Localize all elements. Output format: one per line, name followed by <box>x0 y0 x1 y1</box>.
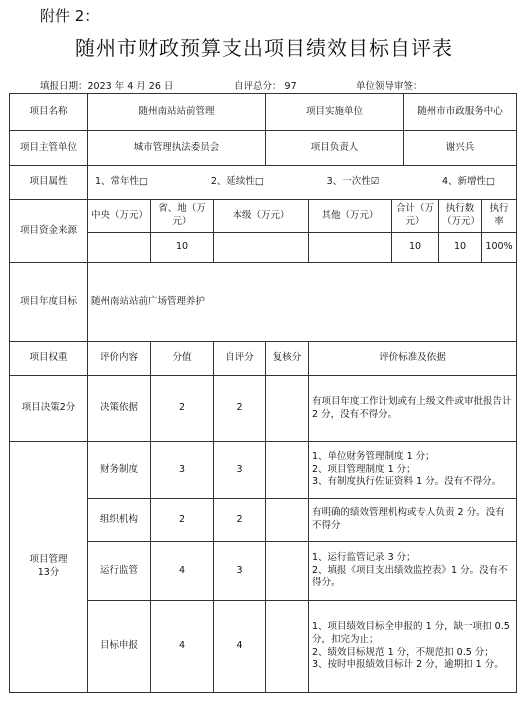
mgmt-self-score: 3 <box>214 442 266 499</box>
decision-recheck <box>266 376 309 442</box>
col-criteria: 评价标准及依据 <box>309 342 517 376</box>
criteria-line: 2、填报《项目支出绩效监控表》1 分。没有不得分。 <box>312 564 508 589</box>
attr-option: 3、一次性☑ <box>326 176 380 188</box>
mgmt-self-score: 3 <box>214 542 266 601</box>
impl-unit: 随州市市政服务中心 <box>404 94 517 131</box>
col-recheck: 复核分 <box>266 342 309 376</box>
mgmt-content: 目标申报 <box>88 601 151 693</box>
col-score: 分值 <box>151 342 214 376</box>
col-self-score: 自评分 <box>214 342 266 376</box>
col-content: 评价内容 <box>88 342 151 376</box>
mgmt-recheck <box>266 542 309 601</box>
attr-options <box>88 166 517 200</box>
funds-value <box>214 233 309 263</box>
col-weight: 项目权重 <box>10 342 88 376</box>
leader: 谢兴兵 <box>404 131 517 166</box>
funds-label: 项目资金来源 <box>10 200 88 263</box>
leader-sign: 单位领导审签： <box>356 81 423 92</box>
mgmt-self-score: 4 <box>214 601 266 693</box>
attr-option: 1、常年性□ <box>95 176 149 188</box>
management-weight <box>10 442 88 693</box>
funds-value <box>88 233 151 263</box>
goal-label: 项目年度目标 <box>10 263 88 342</box>
funds-value: 10 <box>439 233 482 263</box>
funds-header: 执行数（万元） <box>439 200 482 233</box>
management-weight-title: 项目管理 <box>29 554 68 566</box>
criteria-line: 3、有制度执行佐证资料 1 分。没有不得分。 <box>312 476 502 488</box>
funds-header: 合计（万元） <box>392 200 439 233</box>
impl-unit-label: 项目实施单位 <box>266 94 404 131</box>
supervisor-label: 项目主管单位 <box>10 131 88 166</box>
mgmt-content: 运行监管 <box>88 542 151 601</box>
funds-value <box>309 233 392 263</box>
attr-option: 4、新增性□ <box>442 176 496 188</box>
mgmt-recheck <box>266 499 309 542</box>
mgmt-score: 2 <box>151 499 214 542</box>
funds-value: 100% <box>482 233 517 263</box>
mgmt-criteria <box>309 499 517 542</box>
funds-header: 中央（万元） <box>88 200 151 233</box>
mgmt-content: 财务制度 <box>88 442 151 499</box>
decision-self-score: 2 <box>214 376 266 442</box>
attr-label: 项目属性 <box>10 166 88 200</box>
mgmt-recheck <box>266 601 309 693</box>
supervisor: 城市管理执法委员会 <box>88 131 266 166</box>
criteria-line: 2、项目管理制度 1 分； <box>312 463 416 475</box>
project-name: 随州南站站前管理 <box>88 94 266 131</box>
project-name-label: 项目名称 <box>10 94 88 131</box>
criteria-line: 3、按时申报绩效目标计 2 分，逾期扣 1 分。 <box>312 659 504 671</box>
funds-value: 10 <box>151 233 214 263</box>
attachment-label: 附件 2： <box>40 7 100 25</box>
total-score: 自评总分： 97 <box>234 81 297 92</box>
decision-criteria: 有项目年度工作计划或有上级文件或审批报告计 2 分，没有不得分。 <box>309 376 517 442</box>
fill-date: 填报日期：2023 年 4 月 26 日 <box>40 81 174 92</box>
funds-header: 本级（万元） <box>214 200 309 233</box>
mgmt-self-score: 2 <box>214 499 266 542</box>
mgmt-score: 4 <box>151 542 214 601</box>
funds-header: 省、地（万元） <box>151 200 214 233</box>
mgmt-recheck <box>266 442 309 499</box>
management-weight-score: 13分 <box>37 567 60 578</box>
goal-text: 随州南站站前广场管理养护 <box>88 263 517 342</box>
mgmt-criteria <box>309 542 517 601</box>
mgmt-criteria <box>309 442 517 499</box>
page-title: 随州市财政预算支出项目绩效目标自评表 <box>75 36 453 60</box>
decision-content: 决策依据 <box>88 376 151 442</box>
criteria-line: 1、项目绩效目标全申报的 1 分，缺一项扣 0.5 分，扣完为止； <box>312 620 510 645</box>
funds-value: 10 <box>392 233 439 263</box>
decision-weight: 项目决策2分 <box>10 376 88 442</box>
evaluation-table <box>9 93 517 693</box>
criteria-line: 有明确的绩效管理机构或专人负责 2 分。没有不得分 <box>312 507 505 531</box>
mgmt-score: 3 <box>151 442 214 499</box>
funds-header: 执行率 <box>482 200 517 233</box>
mgmt-criteria <box>309 601 517 693</box>
funds-header: 其他（万元） <box>309 200 392 233</box>
leader-label: 项目负责人 <box>266 131 404 166</box>
criteria-line: 2、绩效目标规范 1 分，不规范扣 0.5 分； <box>312 646 494 658</box>
criteria-line: 1、单位财务管理制度 1 分； <box>312 450 435 462</box>
decision-score: 2 <box>151 376 214 442</box>
attr-option: 2、延续性□ <box>210 176 264 188</box>
mgmt-content: 组织机构 <box>88 499 151 542</box>
criteria-line: 1、运行监管记录 3 分； <box>312 551 416 563</box>
mgmt-score: 4 <box>151 601 214 693</box>
